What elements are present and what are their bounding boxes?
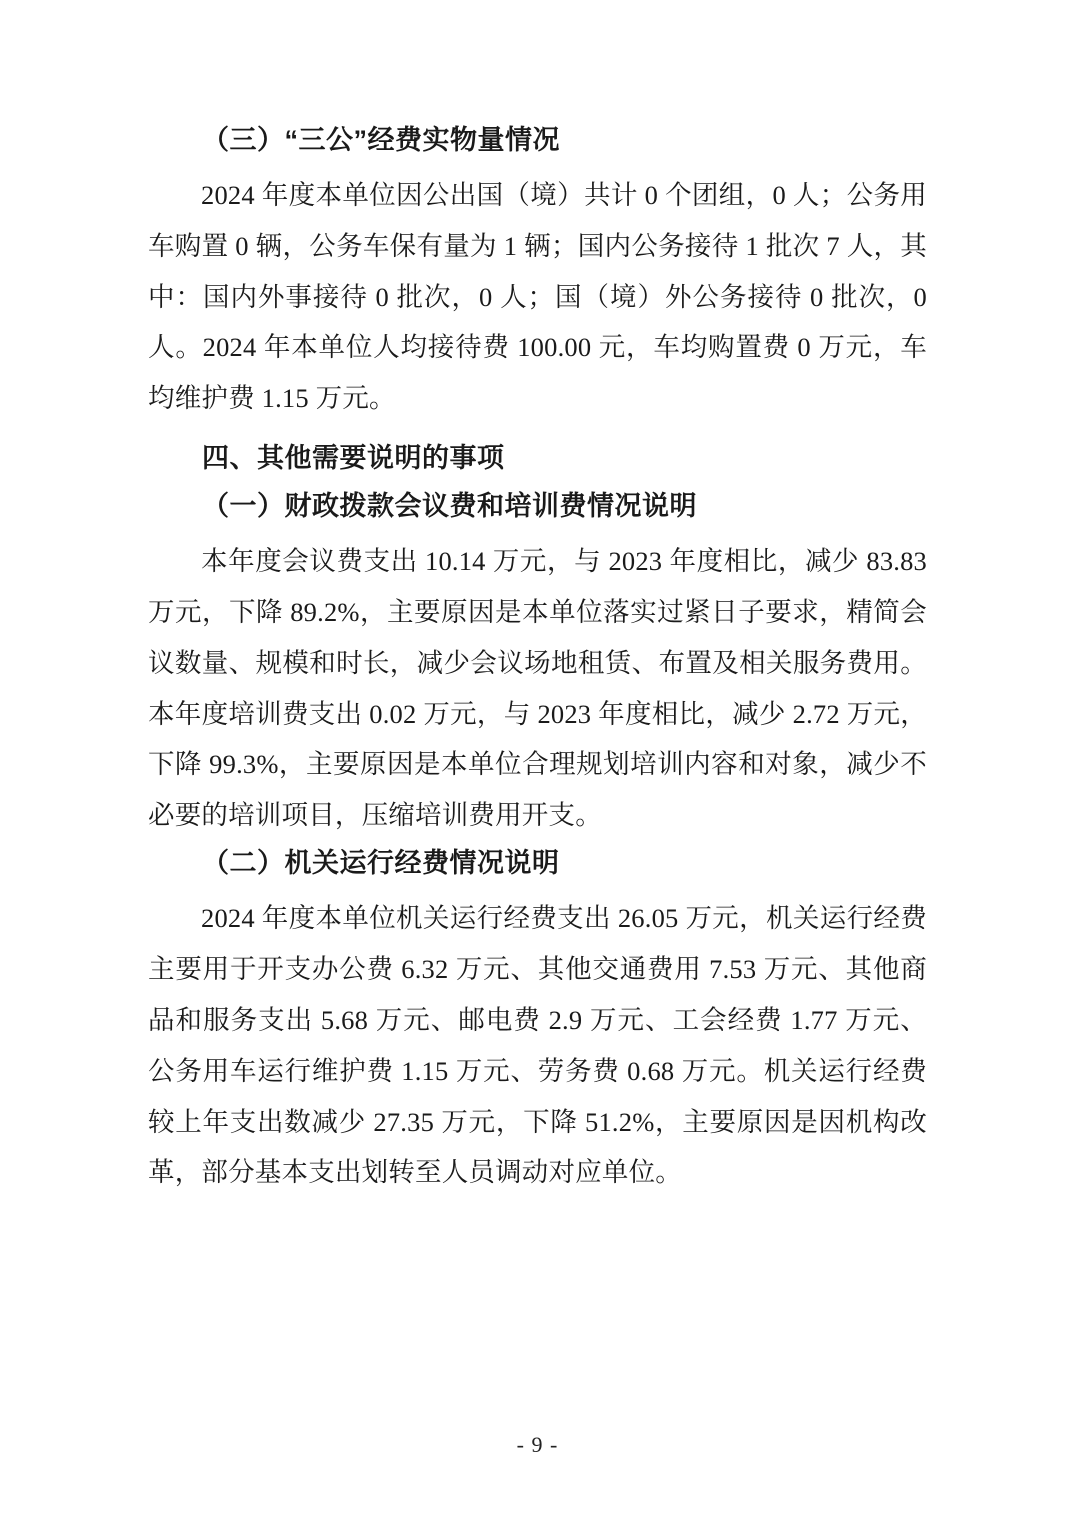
heading-sangong-physical-quantity: （三）“三公”经费实物量情况 [202, 125, 560, 155]
heading-meeting-training-fees: （一）财政拨款会议费和培训费情况说明 [202, 491, 697, 522]
paragraph-agency-operating-expenses: 2024 年度本单位机关运行经费支出 26.05 万元，机关运行经费主要用于开支办公费 6.32 万元、其他交通费用 7.53 万元、其他商品和服务支出 5.68 万元、邮电费 2.9 万元、工会经费 1.77 万元、公务用车运行维护费 1.15 万元、劳务费 0.68 万元。机关运行经费较上年支出数减少 27.35 万元，下降 51.2%，主要原因是因机构改革，部分基本支出划转至人员调动对应单位。 [148, 903, 927, 1188]
paragraph-meeting-training-fees: 本年度会议费支出 10.14 万元，与 2023 年度相比，减少 83.83 万元，下降 89.2%，主要原因是本单位落实过紧日子要求，精简会议数量、规模和时长，减少会议场地租赁、布置及相关服务费用。本年度培训费支出 0.02 万元，与 2023 年度相比，减少 2.72 万元，下降 99.3%，主要原因是本单位合理规划培训内容和对象，减少不必要的培训项目，压缩培训费用开支。 [148, 545, 927, 831]
paragraph-sangong-physical-quantity: 2024 年度本单位因公出国（境）共计 0 个团组，0 人；公务用车购置 0 辆，公务车保有量为 1 辆；国内公务接待 1 批次 7 人，其中：国内外事接待 0 批次，0 人；国（境）外公务接待 0 批次，0 人。2024 年本单位人均接待费 100.00 元，车均购置费 0 万元，车均维护费 1.15 万元。 [148, 179, 927, 414]
heading-agency-operating-expenses: （二）机关运行经费情况说明 [202, 848, 560, 879]
heading-other-matters: 四、其他需要说明的事项 [202, 443, 505, 474]
page-number-footer: - 9 - [516, 1432, 559, 1457]
document-body [148, 120, 927, 1198]
